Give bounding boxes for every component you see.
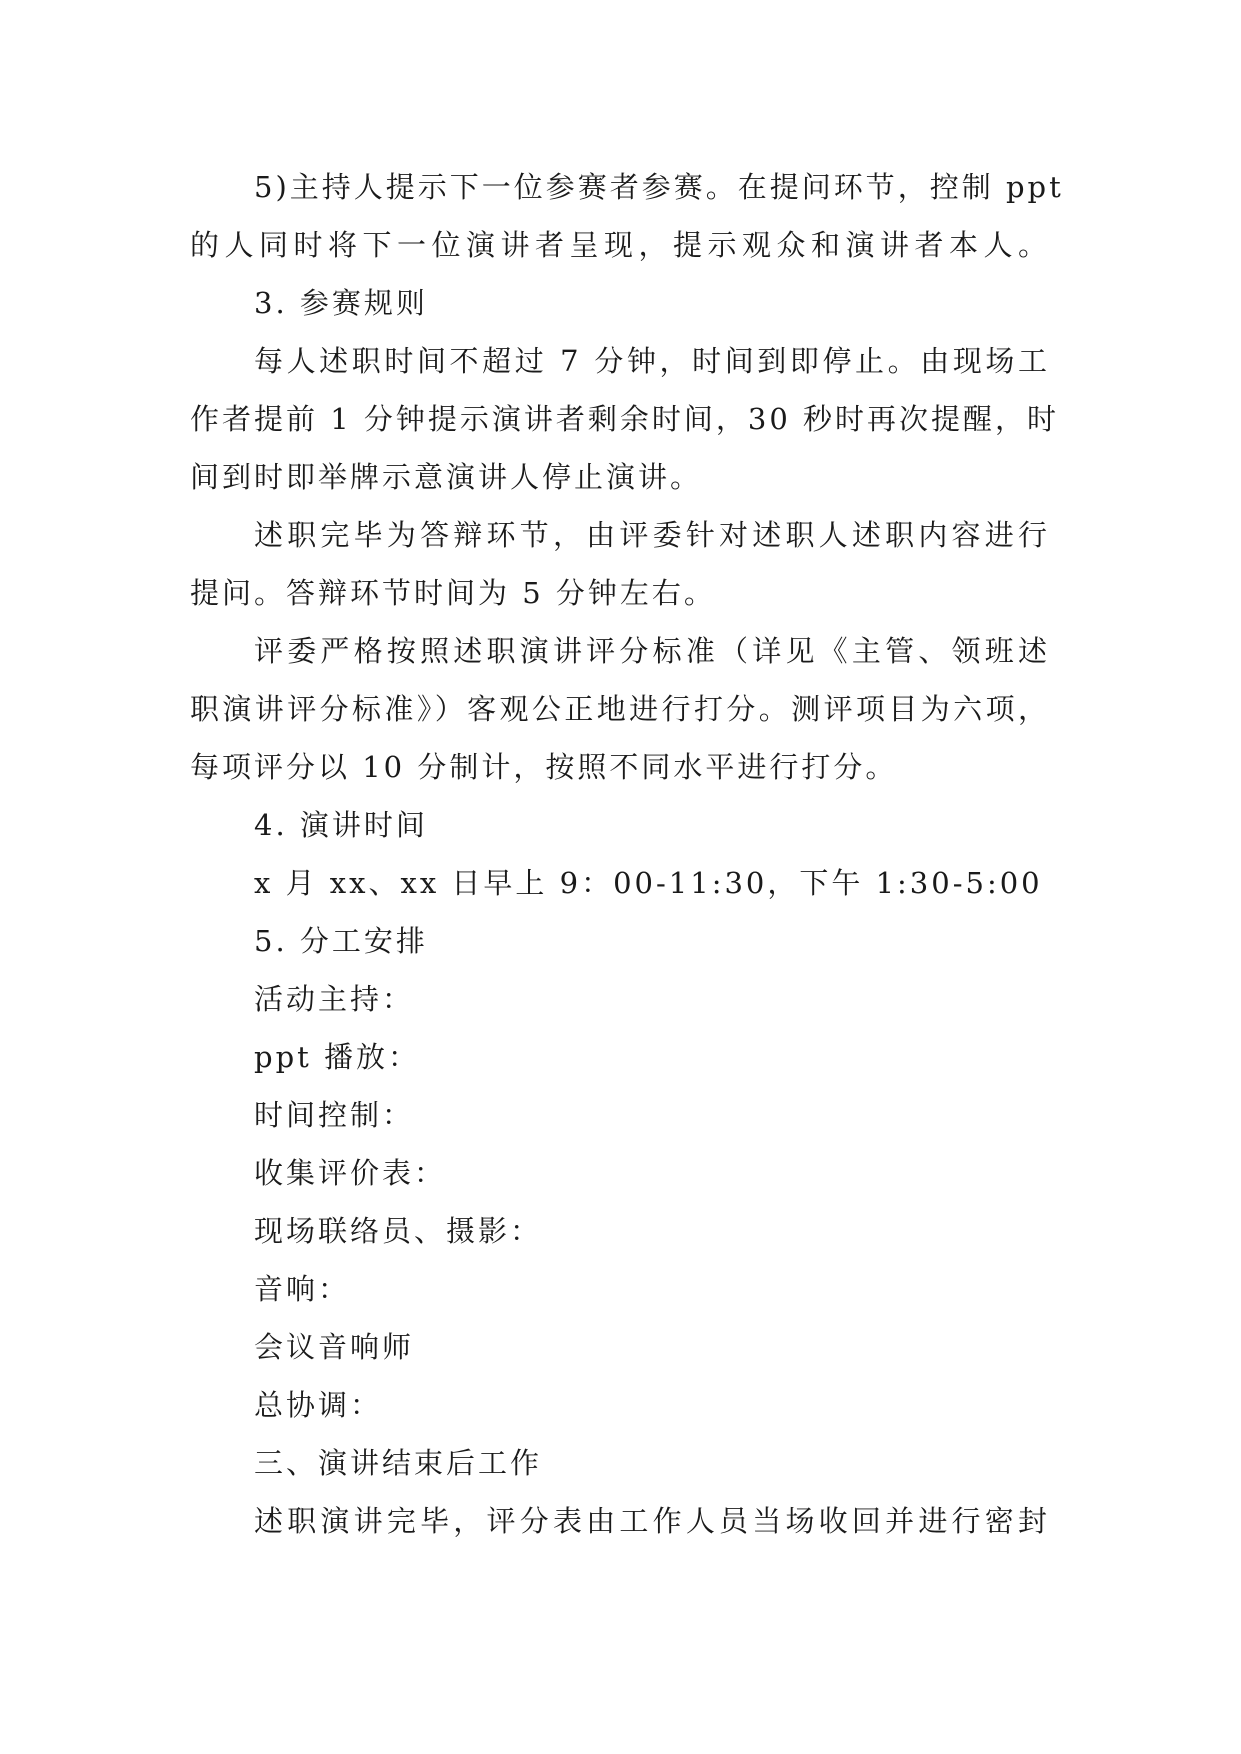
paragraph-line: 5)主持人提示下一位参赛者参赛。在提问环节，控制 ppt <box>254 170 1064 204</box>
role-line: 总协调： <box>254 1388 383 1422</box>
role-line: 收集评价表： <box>254 1156 447 1190</box>
role-line: 时间控制： <box>254 1098 415 1132</box>
role-line: ppt 播放： <box>254 1040 421 1074</box>
paragraph-line: 每项评分以 10 分制计，按照不同水平进行打分。 <box>190 750 898 784</box>
paragraph-line: 评委严格按照述职演讲评分标准（详见《主管、领班述 <box>254 634 1050 668</box>
paragraph-line: 职演讲评分标准》）客观公正地进行打分。测评项目为六项， <box>190 692 1050 726</box>
document-page <box>190 158 1064 1550</box>
paragraph-line: 间到时即举牌示意演讲人停止演讲。 <box>190 460 703 494</box>
section-heading: 5. 分工安排 <box>254 924 428 958</box>
paragraph-line: x 月 xx、xx 日早上 9：00-11:30，下午 1:30-5:00 <box>254 866 1043 900</box>
paragraph-line: 提问。答辩环节时间为 5 分钟左右。 <box>190 576 716 610</box>
section-heading: 4. 演讲时间 <box>254 808 428 842</box>
section-heading: 三、演讲结束后工作 <box>254 1446 543 1480</box>
role-line: 音响： <box>254 1272 351 1306</box>
paragraph-line: 每人述职时间不超过 7 分钟，时间到即停止。由现场工 <box>254 344 1050 378</box>
role-line: 活动主持： <box>254 982 415 1016</box>
paragraph-line: 述职完毕为答辩环节，由评委针对述职人述职内容进行 <box>254 518 1050 552</box>
role-line: 现场联络员、摄影： <box>254 1214 543 1248</box>
paragraph-line: 的人同时将下一位演讲者呈现，提示观众和演讲者本人。 <box>190 228 1050 262</box>
role-line: 会议音响师 <box>254 1330 415 1364</box>
paragraph-line: 述职演讲完毕，评分表由工作人员当场收回并进行密封 <box>254 1504 1050 1538</box>
paragraph-line: 作者提前 1 分钟提示演讲者剩余时间，30 秒时再次提醒，时 <box>190 402 1060 436</box>
section-heading: 3. 参赛规则 <box>254 286 428 320</box>
